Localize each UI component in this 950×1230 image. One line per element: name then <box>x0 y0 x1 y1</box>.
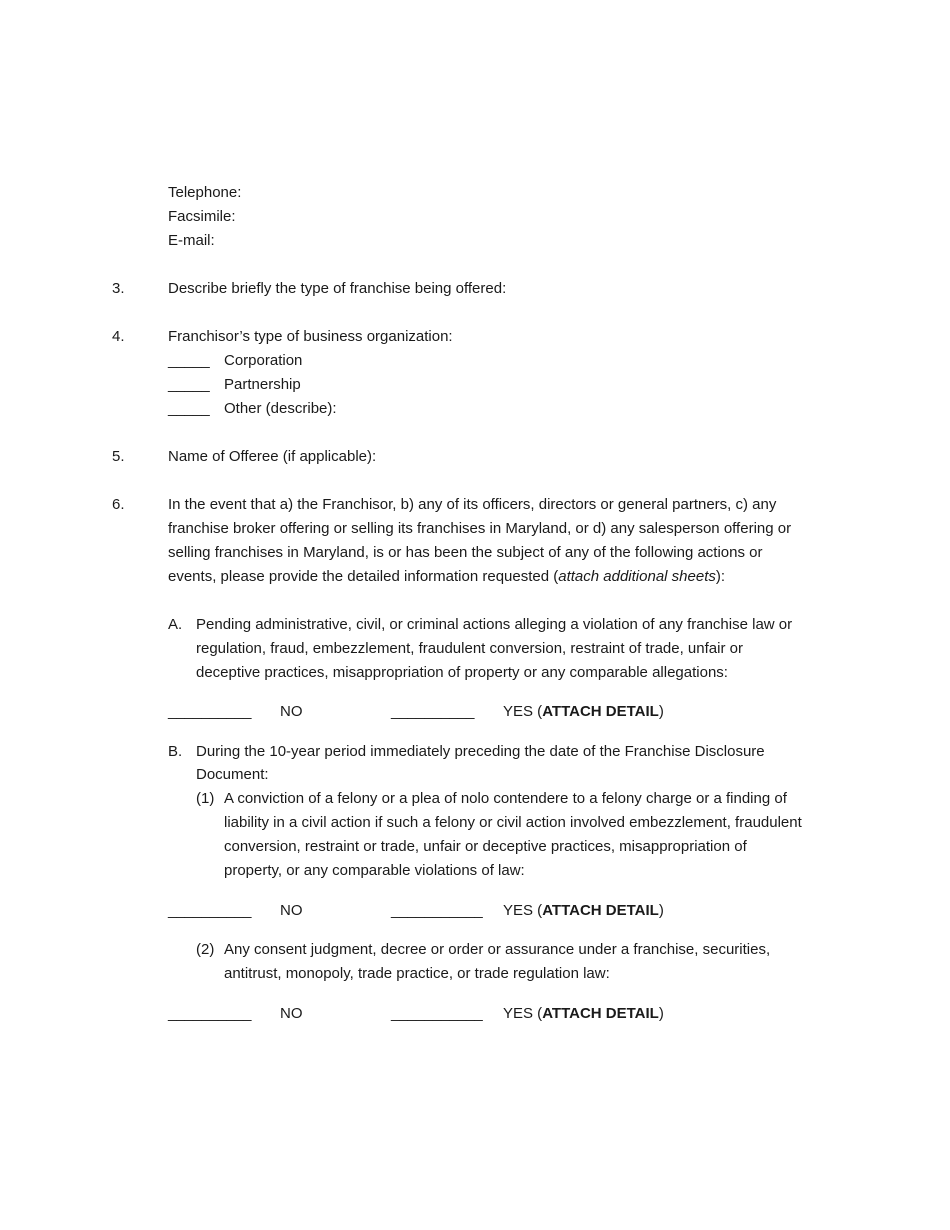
section-b2-line-2: antitrust, monopoly, trade practice, or trade regulation law: <box>224 965 610 982</box>
section-b1-no-blank[interactable]: __________ <box>168 902 252 919</box>
facsimile-label: Facsimile: <box>168 208 236 225</box>
section-b1-line-1: A conviction of a felony or a plea of nolo contendere to a felony charge or a finding of <box>224 790 787 807</box>
close-paren: ) <box>658 902 664 919</box>
item-6-line-4-end: ): <box>715 568 726 585</box>
section-a-line-3: deceptive practices, misappropriation of property or any comparable allegations: <box>196 664 728 681</box>
section-b1-line-3: conversion, restraint or trade, unfair or deceptive practices, misappropriation of <box>224 838 747 855</box>
item-6-line-2: franchise broker offering or selling its franchises in Maryland, or d) any salesperson offering or <box>168 520 792 537</box>
section-a-no-label: NO <box>280 703 303 720</box>
attach-detail-text: ATTACH DETAIL <box>542 1005 659 1022</box>
section-b2-yes-blank[interactable]: ___________ <box>391 1005 483 1022</box>
item-4-text: Franchisor’s type of business organization: <box>168 328 453 345</box>
other-blank[interactable]: _____ <box>168 400 210 417</box>
section-a-letter: A. <box>168 616 183 633</box>
section-a-yes-label <box>503 703 664 721</box>
attach-detail-text: ATTACH DETAIL <box>542 902 659 919</box>
section-b1-yes-label <box>503 902 664 920</box>
email-label: E-mail: <box>168 232 215 249</box>
item-6-line-1: In the event that a) the Franchisor, b) any of its officers, directors or general partners, c) any <box>168 496 777 513</box>
section-b1-number: (1) <box>196 790 215 807</box>
section-b1-no-label: NO <box>280 902 303 919</box>
section-b-letter: B. <box>168 743 183 760</box>
yes-text: YES ( <box>503 1005 543 1022</box>
section-b2-no-label: NO <box>280 1005 303 1022</box>
corporation-option: Corporation <box>224 352 303 369</box>
item-5-text: Name of Offeree (if applicable): <box>168 448 377 465</box>
item-3-text: Describe briefly the type of franchise being offered: <box>168 280 507 297</box>
attach-sheets-note: attach additional sheets <box>558 568 716 585</box>
section-b2-yes-label <box>503 1005 664 1023</box>
section-b1-line-4: property, or any comparable violations of law: <box>224 862 525 879</box>
item-6-line-3: selling franchises in Maryland, is or has been the subject of any of the following actions or <box>168 544 763 561</box>
partnership-option: Partnership <box>224 376 301 393</box>
section-b2-number: (2) <box>196 941 215 958</box>
section-a-yes-blank[interactable]: __________ <box>391 703 475 720</box>
section-b2-no-blank[interactable]: __________ <box>168 1005 252 1022</box>
close-paren: ) <box>658 1005 664 1022</box>
yes-text: YES ( <box>503 703 543 720</box>
section-a-line-1: Pending administrative, civil, or criminal actions alleging a violation of any franchise law or <box>196 616 793 633</box>
item-5-number: 5. <box>112 448 125 465</box>
partnership-blank[interactable]: _____ <box>168 376 210 393</box>
corporation-blank[interactable]: _____ <box>168 352 210 369</box>
section-b1-yes-blank[interactable]: ___________ <box>391 902 483 919</box>
item-6-line-4-start: events, please provide the detailed information requested ( <box>168 568 559 585</box>
section-a-no-blank[interactable]: __________ <box>168 703 252 720</box>
section-b2-line-1: Any consent judgment, decree or order or assurance under a franchise, securities, <box>224 941 771 958</box>
item-4-number: 4. <box>112 328 125 345</box>
item-6-line-4 <box>168 568 725 586</box>
other-option: Other (describe): <box>224 400 337 417</box>
yes-text: YES ( <box>503 902 543 919</box>
item-3-number: 3. <box>112 280 125 297</box>
section-b1-line-2: liability in a civil action if such a felony or civil action involved embezzlement, fraudulent <box>224 814 802 831</box>
telephone-label: Telephone: <box>168 184 242 201</box>
close-paren: ) <box>658 703 664 720</box>
attach-detail-text: ATTACH DETAIL <box>542 703 659 720</box>
section-b-line-1: During the 10-year period immediately preceding the date of the Franchise Disclosure <box>196 743 765 760</box>
item-6-number: 6. <box>112 496 125 513</box>
section-b-line-2: Document: <box>196 766 269 783</box>
section-a-line-2: regulation, fraud, embezzlement, fraudulent conversion, restraint of trade, unfair or <box>196 640 743 657</box>
